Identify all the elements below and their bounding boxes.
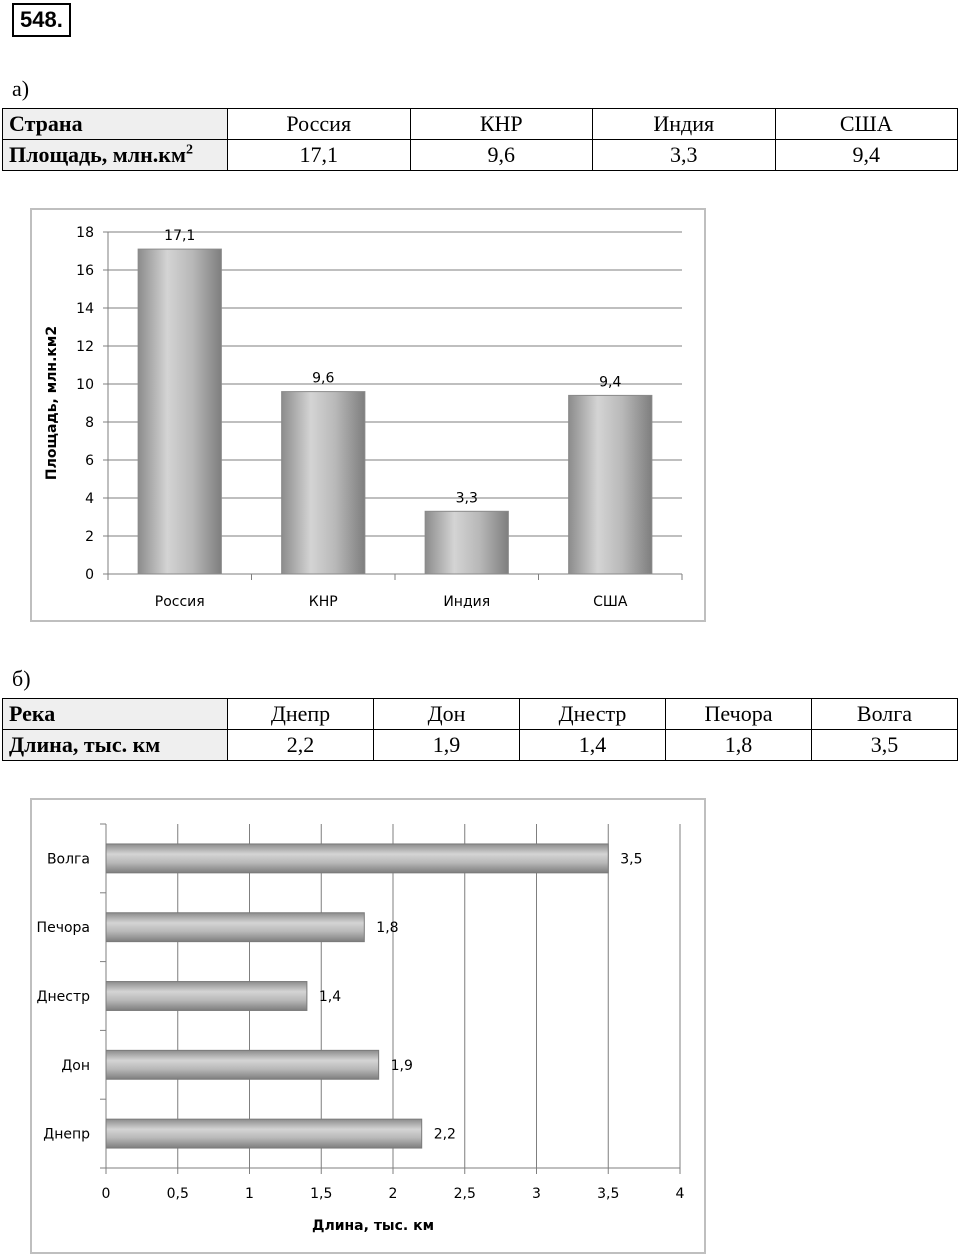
table-cell: Днепр: [228, 699, 374, 730]
table-cell: Волга: [812, 699, 958, 730]
table-header-cell: Река: [3, 699, 228, 730]
table-header-cell: Страна: [3, 109, 228, 140]
table-row: [3, 109, 958, 140]
task-number: 548.: [12, 3, 71, 37]
x-tick-label: 0: [101, 1186, 111, 1202]
bar: [425, 511, 508, 574]
data-label: 1,4: [318, 989, 342, 1005]
data-label: 2,2: [433, 1126, 456, 1143]
x-tick-label: 1: [245, 1186, 254, 1202]
x-tick-label: 2,5: [453, 1186, 476, 1202]
y-tick-label: Волга: [46, 851, 90, 868]
table-cell: США: [775, 109, 958, 140]
table-header-cell: [3, 140, 228, 171]
area-chart-frame: [30, 208, 706, 622]
y-tick-label: 12: [76, 339, 94, 355]
table-header-cell: Длина, тыс. км: [3, 730, 228, 761]
bar: [282, 392, 365, 574]
table-cell: Днестр: [520, 699, 666, 730]
length-chart-frame: [30, 798, 706, 1254]
part-a-label: а): [12, 76, 30, 101]
x-tick-label: 0,5: [166, 1186, 189, 1202]
table-row: [3, 699, 958, 730]
x-tick-label: 3,5: [597, 1186, 620, 1202]
y-tick-label: 14: [76, 301, 94, 317]
x-tick-label: 4: [675, 1186, 685, 1202]
table-cell: 1,4: [520, 730, 666, 761]
y-tick-label: 16: [76, 263, 94, 279]
data-label: 9,4: [599, 374, 622, 391]
data-label: 17,1: [164, 228, 196, 245]
header-text: Площадь, млн.км: [9, 142, 186, 167]
data-label: 9,6: [312, 370, 335, 387]
table-cell: Индия: [593, 109, 776, 140]
y-axis-label: Площадь, млн.км2: [44, 325, 60, 481]
data-label: 1,9: [390, 1057, 413, 1074]
table-cell: Россия: [228, 109, 411, 140]
bar: [106, 982, 307, 1011]
part-b-label: б): [12, 666, 31, 691]
x-tick-label: Россия: [154, 594, 205, 610]
bar: [106, 1050, 379, 1079]
y-tick-label: 2: [85, 529, 94, 545]
area-bar-chart: [32, 210, 704, 620]
table-cell: КНР: [410, 109, 593, 140]
bar: [138, 249, 221, 574]
table-cell: 3,5: [812, 730, 958, 761]
data-label: 3,3: [455, 490, 478, 507]
y-tick-label: Днепр: [43, 1126, 90, 1143]
y-tick-label: 8: [85, 415, 94, 431]
table-row: [3, 140, 958, 171]
bar: [106, 913, 364, 942]
table-cell: 3,3: [593, 140, 776, 171]
table-cell: 2,2: [228, 730, 374, 761]
table-cell: 9,4: [775, 140, 958, 171]
table-cell: 1,9: [374, 730, 520, 761]
x-tick-label: Индия: [443, 594, 491, 610]
y-tick-label: 4: [85, 491, 94, 507]
data-label: 3,5: [620, 851, 643, 868]
table-cell: Дон: [374, 699, 520, 730]
bar: [569, 395, 652, 574]
y-tick-label: 0: [85, 567, 94, 583]
y-tick-label: 18: [76, 225, 94, 241]
x-tick-label: КНР: [308, 594, 338, 610]
table-cell: 1,8: [666, 730, 812, 761]
length-bar-chart: [32, 800, 704, 1252]
x-tick-label: 2: [388, 1186, 398, 1202]
x-tick-label: 1,5: [310, 1186, 333, 1202]
y-tick-label: Днестр: [36, 989, 90, 1005]
country-area-table: [2, 108, 958, 171]
river-length-table: [2, 698, 958, 761]
table-cell: 9,6: [410, 140, 593, 171]
x-axis-label: Длина, тыс. км: [311, 1218, 435, 1234]
data-label: 1,8: [376, 920, 399, 937]
table-cell: 17,1: [228, 140, 411, 171]
bar: [106, 844, 608, 873]
table-row: [3, 730, 958, 761]
x-tick-label: США: [593, 594, 628, 610]
y-tick-label: Дон: [61, 1057, 90, 1074]
table-cell: Печора: [666, 699, 812, 730]
bar: [106, 1119, 422, 1148]
superscript: 2: [185, 142, 193, 158]
y-tick-label: Печора: [36, 920, 90, 937]
y-tick-label: 10: [76, 377, 94, 393]
x-tick-label: 3: [532, 1186, 541, 1202]
y-tick-label: 6: [85, 453, 94, 469]
